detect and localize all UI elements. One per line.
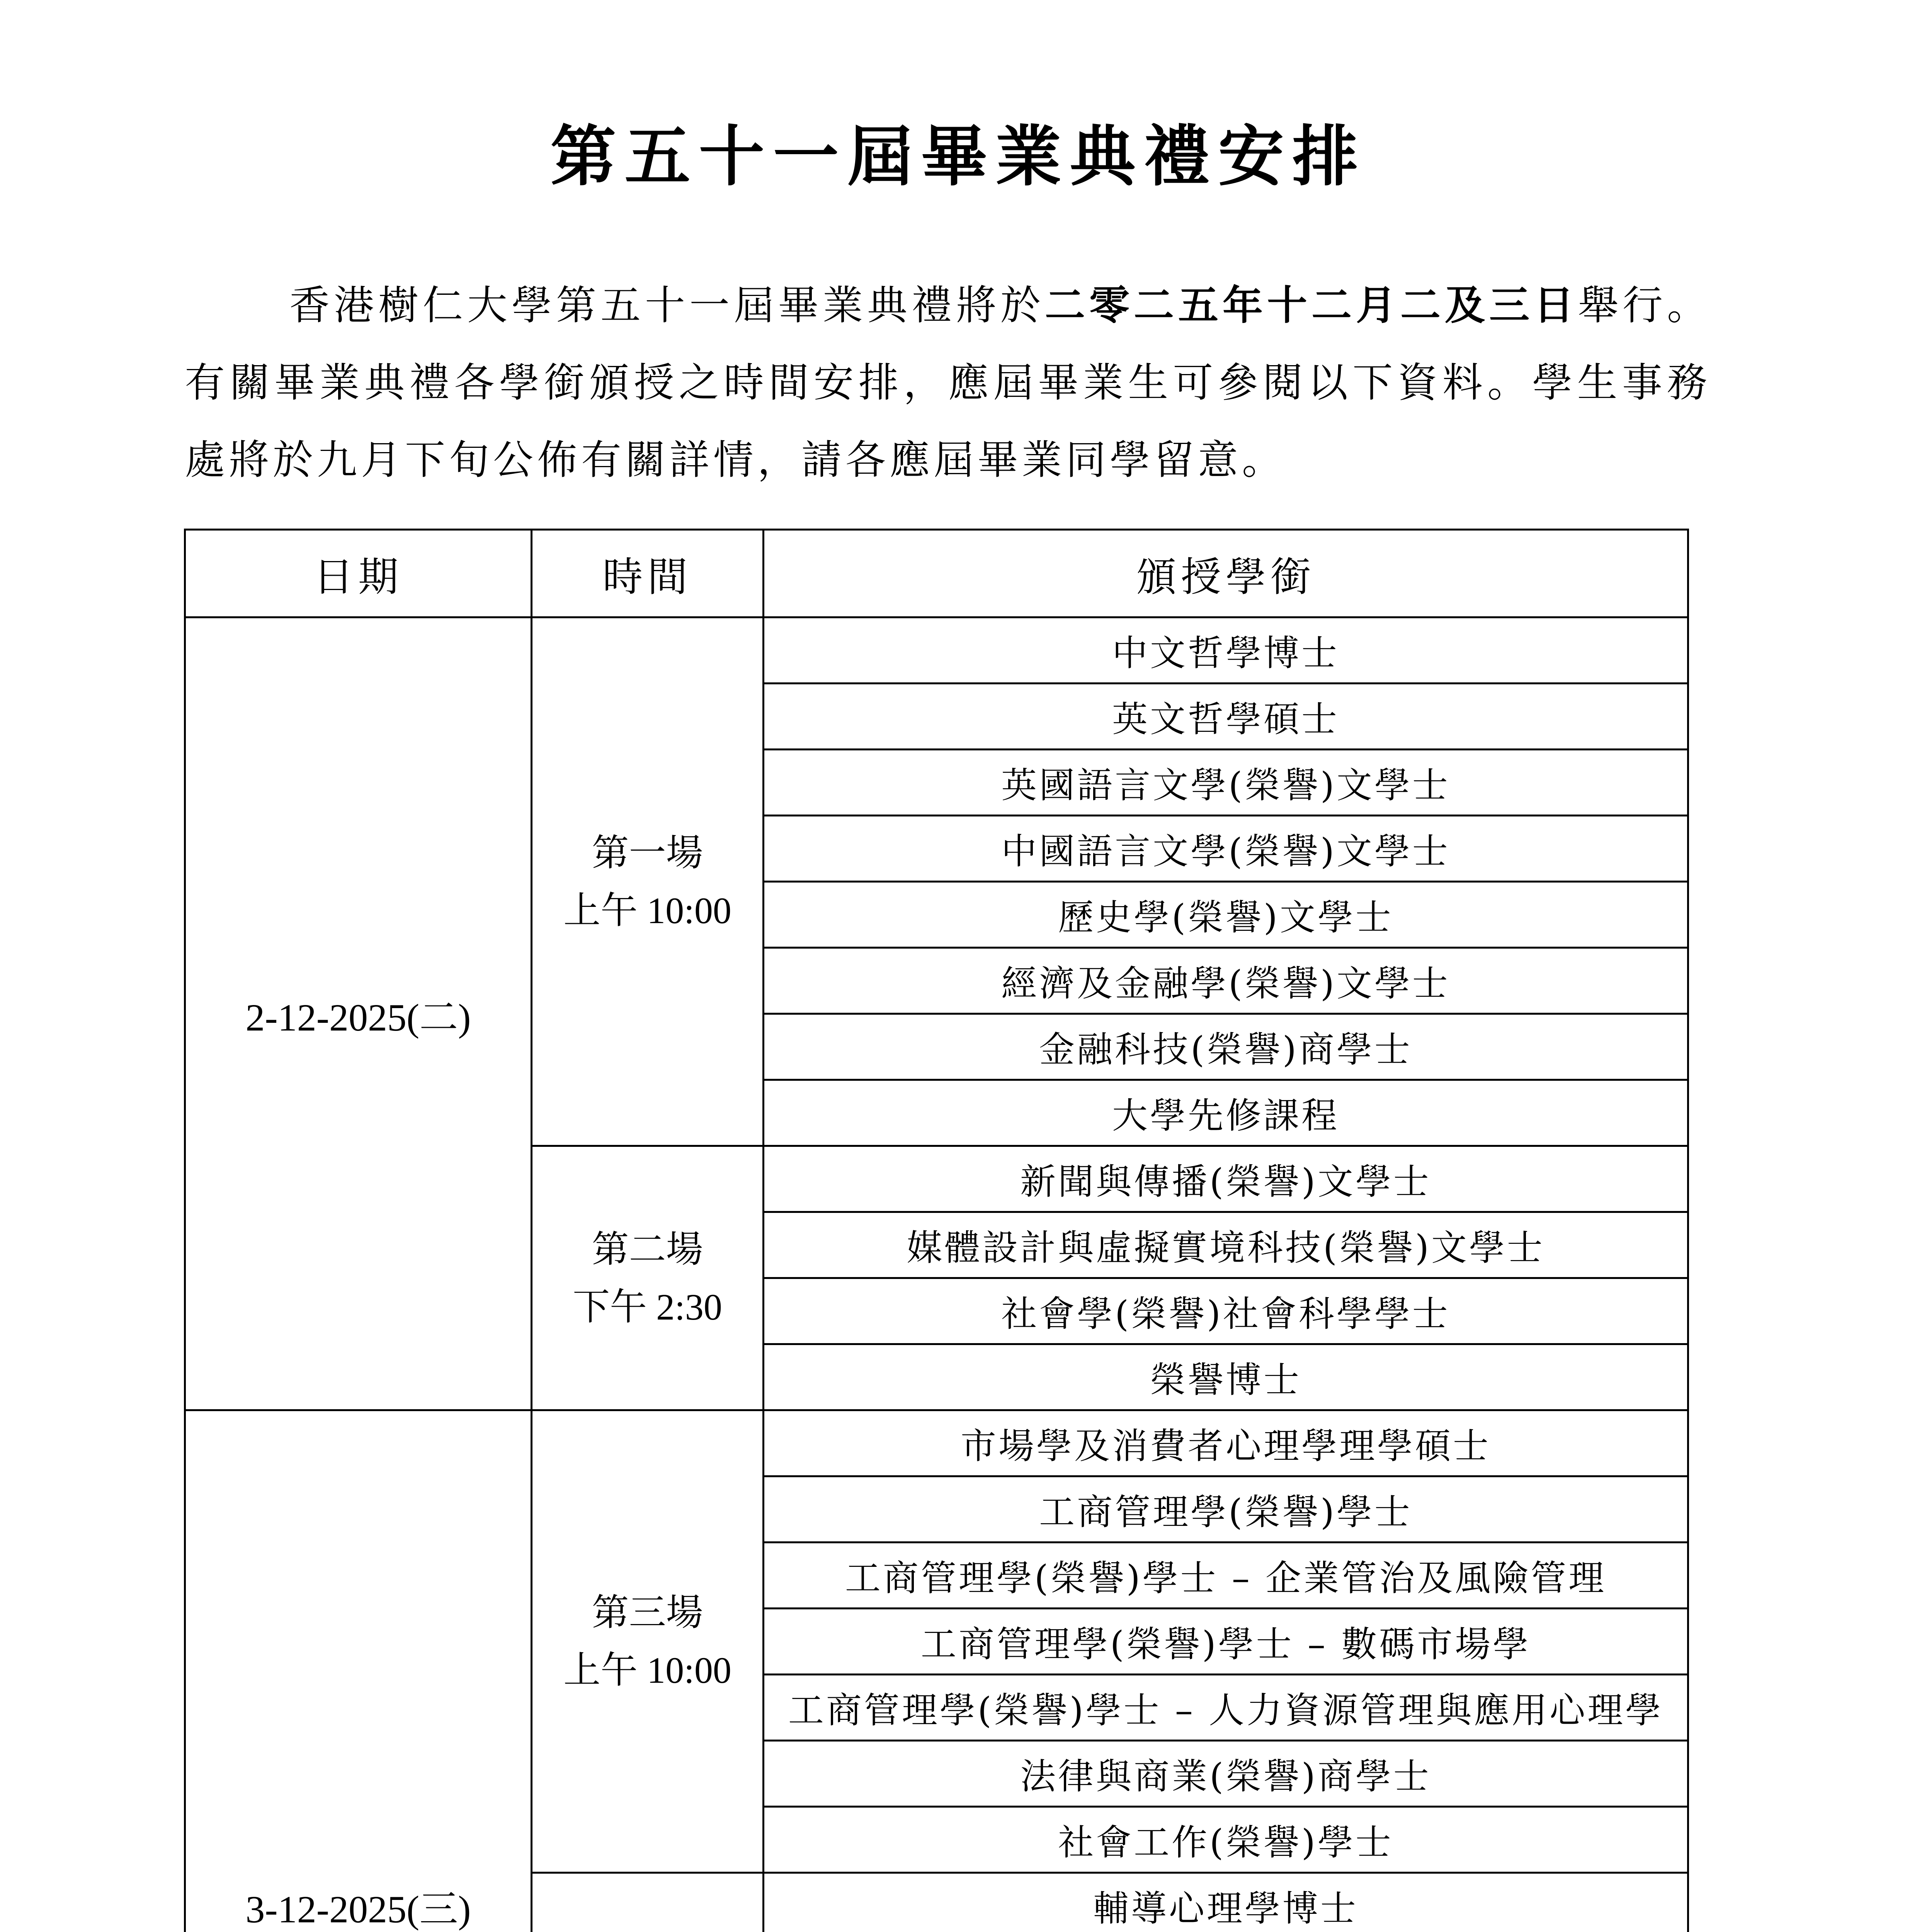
degree-title: 中文哲學博士	[764, 617, 1688, 684]
degree-title: 榮譽博士	[764, 1344, 1688, 1410]
degree-title: 工商管理學(榮譽)學士 – 企業管治及風險管理	[764, 1543, 1688, 1609]
session-name: 第二場	[592, 1227, 703, 1271]
header-time: 時間	[532, 530, 764, 617]
session-time: 上午 10:00	[563, 889, 731, 931]
intro-text-part1: 香港樹仁大學第五十一屆畢業典禮將於	[289, 282, 1045, 329]
ceremony-schedule-table	[184, 529, 1689, 1932]
degree-title: 經濟及金融學(榮譽)文學士	[764, 948, 1688, 1014]
table-header-row	[185, 530, 1688, 617]
intro-ceremony-dates: 二零二五年十二月二及三日	[1044, 281, 1578, 329]
header-date: 日期	[185, 530, 532, 617]
session-cell	[532, 1146, 764, 1410]
header-degree: 頒授學銜	[764, 530, 1688, 617]
degree-title: 工商管理學(榮譽)學士 – 數碼市場學	[764, 1609, 1688, 1675]
degree-title: 媒體設計與虛擬實境科技(榮譽)文學士	[764, 1212, 1688, 1278]
degree-title: 工商管理學(榮譽)學士 – 人力資源管理與應用心理學	[764, 1675, 1688, 1741]
table-row	[185, 1410, 1688, 1476]
session-cell	[532, 1873, 764, 1932]
degree-title: 英國語言文學(榮譽)文學士	[764, 750, 1688, 816]
degree-title: 中國語言文學(榮譽)文學士	[764, 816, 1688, 882]
session-name: 第一場	[592, 831, 703, 874]
page-title: 第五十一屆畢業典禮安排	[550, 118, 1367, 195]
degree-title: 英文哲學碩士	[764, 684, 1688, 750]
degree-title: 歷史學(榮譽)文學士	[764, 882, 1688, 948]
session-cell	[532, 1410, 764, 1873]
degree-title: 社會學(榮譽)社會科學學士	[764, 1278, 1688, 1344]
intro-paragraph	[185, 267, 1711, 498]
schedule-body	[185, 617, 1688, 1932]
degree-title: 大學先修課程	[764, 1080, 1688, 1146]
degree-title: 社會工作(榮譽)學士	[764, 1807, 1688, 1873]
degree-title: 金融科技(榮譽)商學士	[764, 1014, 1688, 1080]
degree-title: 法律與商業(榮譽)商學士	[764, 1741, 1688, 1807]
degree-title: 工商管理學(榮譽)學士	[764, 1476, 1688, 1543]
session-time: 下午 2:30	[573, 1286, 722, 1328]
ceremony-date: 3-12-2025(三)	[185, 1410, 532, 1932]
intro-text-part2: 舉行。有關畢業典禮各學銜頒授之時間安排，應屆畢業生可參閱以下資料。學生事務處將於九月下旬公佈有關詳情，請各應屆畢業同學留意。	[185, 282, 1711, 483]
degree-title: 市場學及消費者心理學理學碩士	[764, 1410, 1688, 1476]
ceremony-date: 2-12-2025(二)	[185, 617, 532, 1410]
session-time: 上午 10:00	[563, 1650, 731, 1691]
table-row	[185, 617, 1688, 684]
degree-title: 新聞與傳播(榮譽)文學士	[764, 1146, 1688, 1212]
degree-title: 輔導心理學博士	[764, 1873, 1688, 1932]
session-cell	[532, 617, 764, 1146]
session-name: 第三場	[592, 1591, 703, 1634]
